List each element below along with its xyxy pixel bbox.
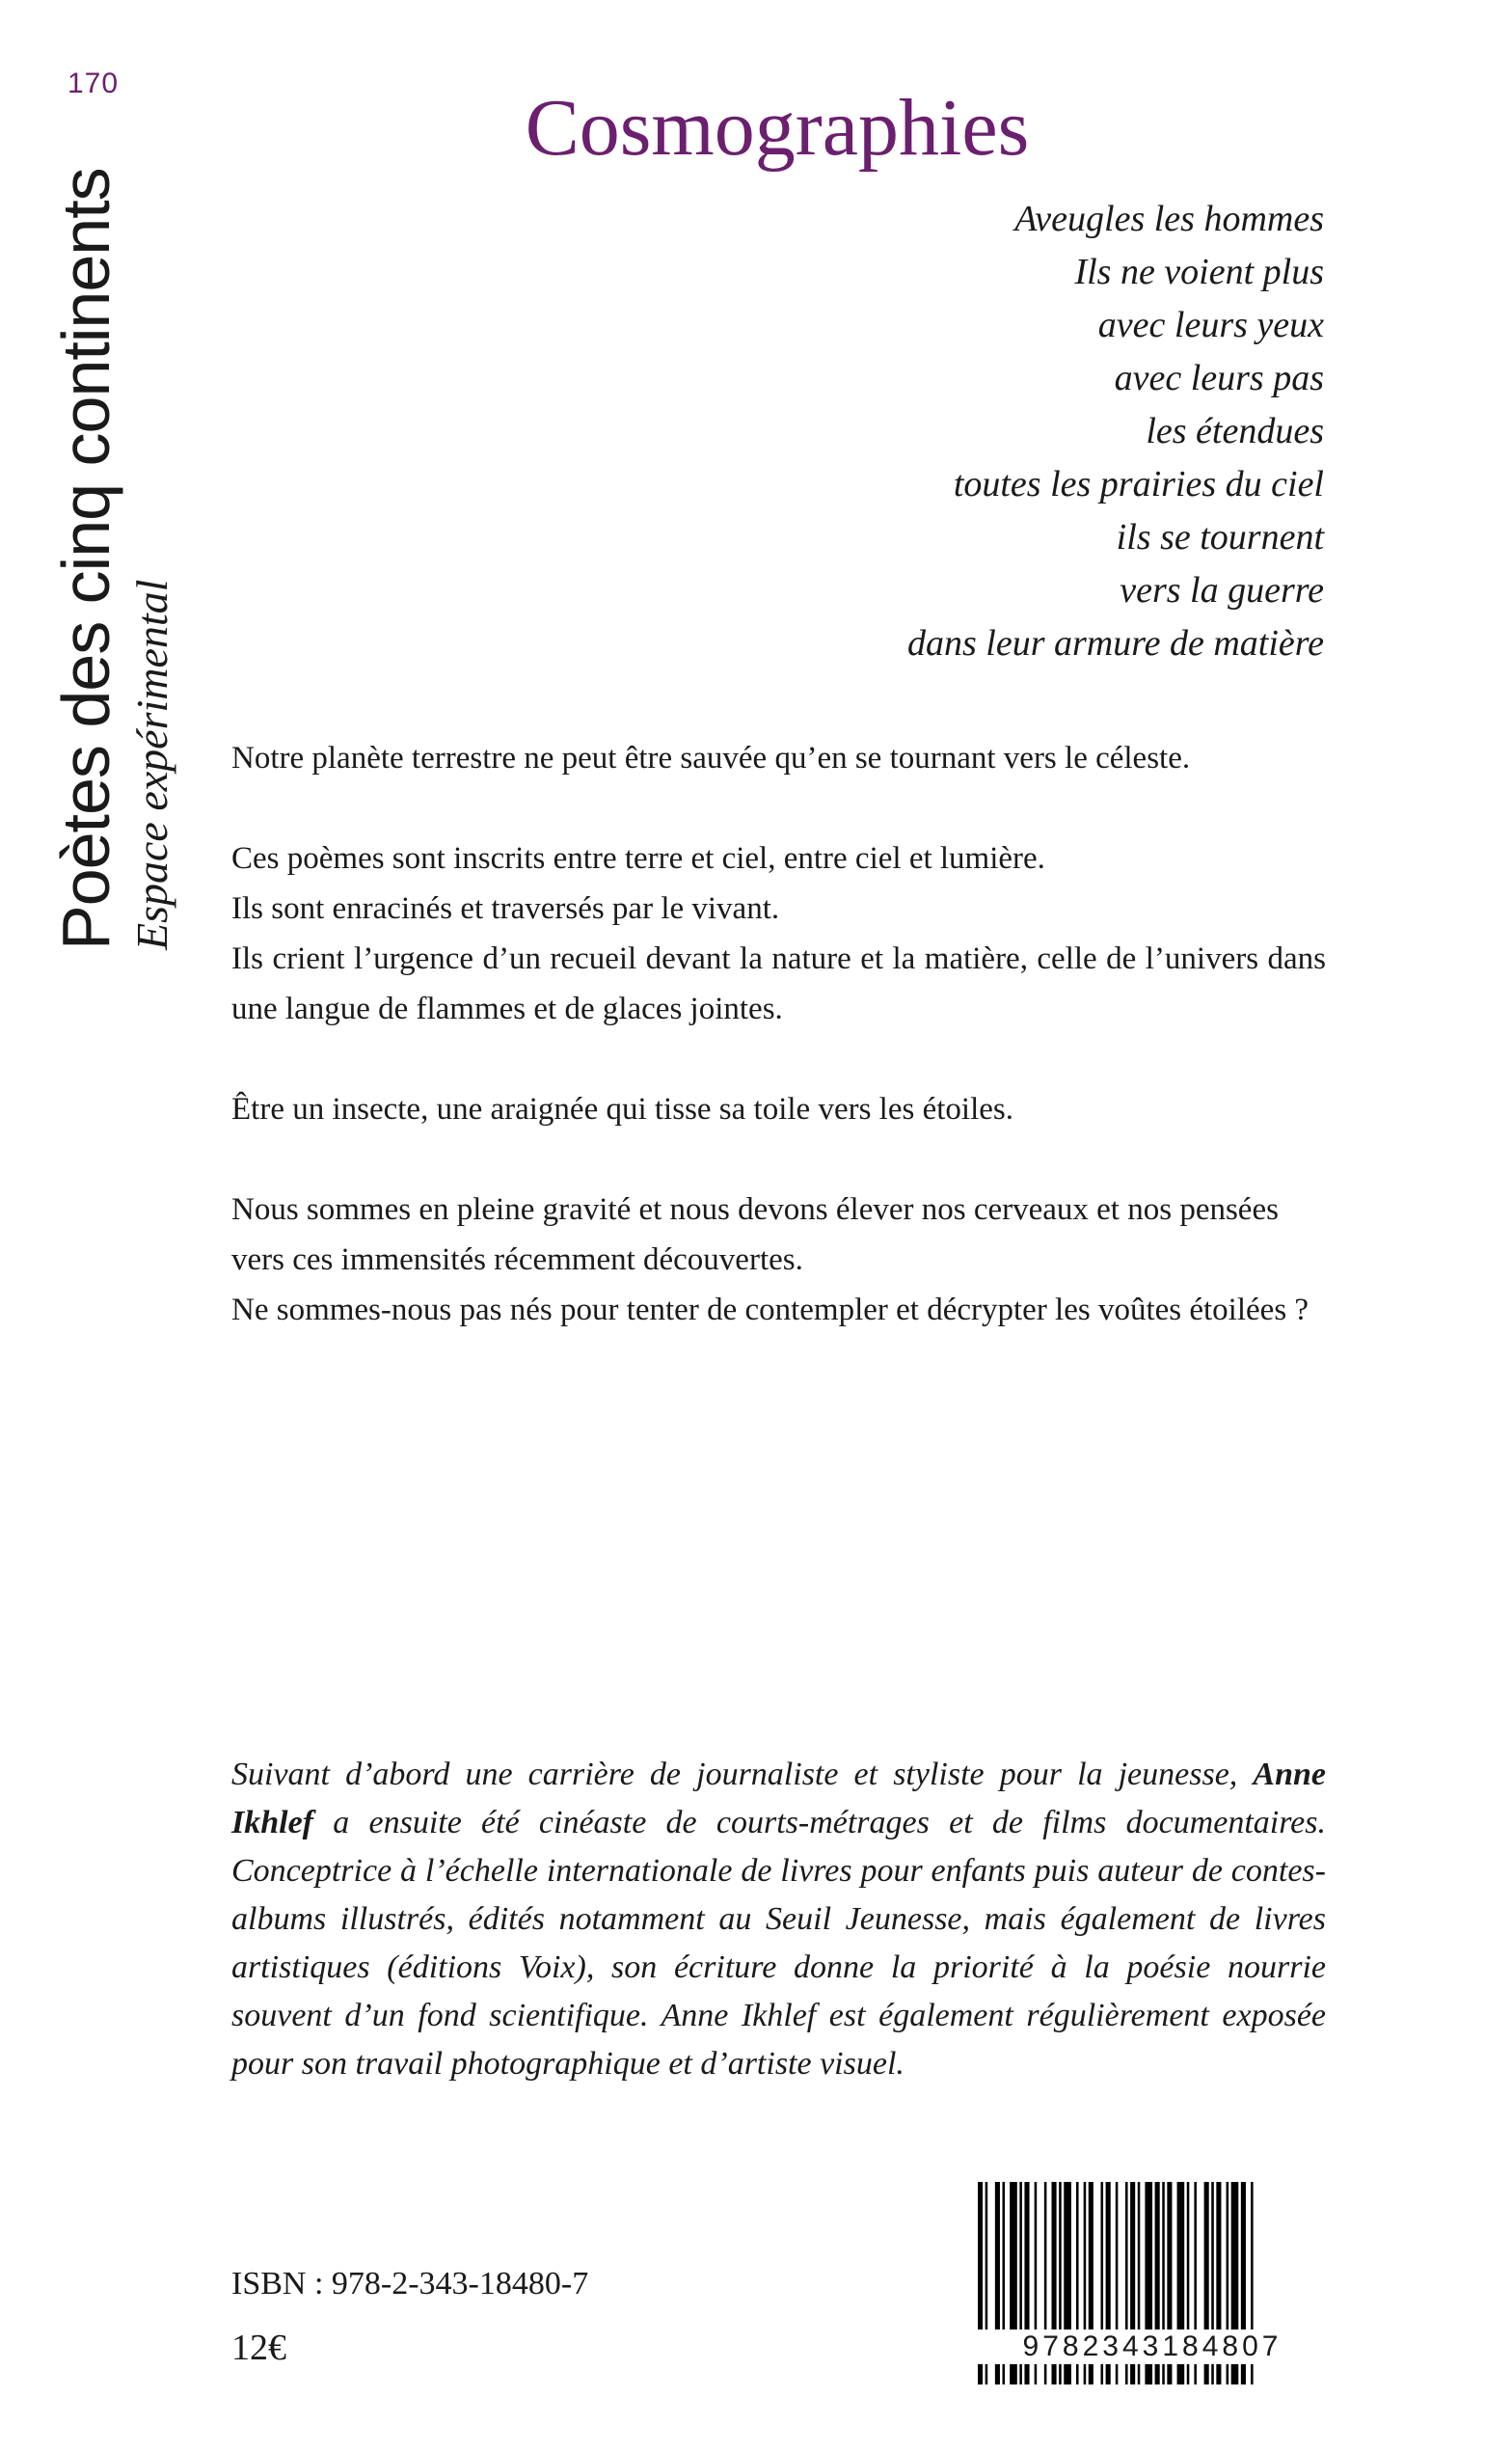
poem-line: dans leur armure de matière: [906, 623, 1324, 664]
isbn: ISBN : 978-2-343-18480-7: [231, 2266, 589, 2302]
series-title: Poètes des cinq continents: [48, 168, 123, 950]
description: [231, 733, 1326, 1335]
bio-rest: a ensuite été cinéaste de courts-métrages et de films documentaires. Conceptrice à l’échelle internationale de livres pour enfants puis auteur de contes-albums illustrés, édités notamment au Seuil Jeunesse, mais également de livres artistiques (éditions Voix), son écriture donne la priorité à la poésie nourrie souvent d’un fond scientifique. Anne Ikhlef est également régulièrement exposée pour son travail photographique et d’artiste visuel.: [231, 1805, 1327, 2082]
poem-line: les étendues: [1146, 411, 1324, 451]
description-paragraph: Ne sommes-nous pas nés pour tenter de contempler et décrypter les voûtes étoilées ?: [231, 1293, 1310, 1327]
poem-line: vers la guerre: [1120, 570, 1324, 611]
poem-line: ils se tournent: [1116, 517, 1324, 558]
author-bio: [231, 1751, 1326, 2088]
description-paragraph: Ces poèmes sont inscrits entre terre et ciel, entre ciel et lumière.: [231, 841, 1045, 876]
series-number: 170: [68, 68, 120, 99]
poem-line: toutes les prairies du ciel: [953, 464, 1324, 504]
description-paragraph: Ils crient l’urgence d’un recueil devant la nature et la matière, celle de l’univers dans une langue de flammes et de glaces jointes.: [231, 941, 1326, 1026]
description-paragraph: Être un insecte, une araignée qui tisse sa toile vers les étoiles.: [231, 1092, 1013, 1127]
description-paragraph: Nous sommes en pleine gravité et nous devons élever nos cerveaux et nos pensées: [231, 1192, 1279, 1227]
bio-intro: Suivant d’abord une carrière de journaliste et styliste pour la jeunesse,: [231, 1757, 1238, 1792]
book-title: Cosmographies: [525, 83, 1030, 173]
series-subtitle: Espace expérimental: [127, 579, 176, 950]
barcode-digits: 9782343184807: [974, 2329, 1331, 2364]
poem-line: avec leurs yeux: [1097, 305, 1324, 345]
series-spine: [48, 168, 179, 950]
price: 12€: [231, 2328, 286, 2368]
poem: [456, 193, 1324, 670]
description-paragraph: Ils sont enracinés et traversés par le vivant.: [231, 891, 780, 926]
description-paragraph: vers ces immensités récemment découvertes.: [231, 1242, 803, 1277]
poem-line: avec leurs pas: [1114, 358, 1324, 398]
poem-line: Ils ne voient plus: [1074, 252, 1324, 292]
description-paragraph: Notre planète terrestre ne peut être sauvée qu’en se tournant vers le céleste.: [231, 741, 1191, 776]
poem-line: Aveugles les hommes: [1014, 199, 1324, 239]
author-name: Anne Ikhlef: [231, 1757, 1326, 1840]
